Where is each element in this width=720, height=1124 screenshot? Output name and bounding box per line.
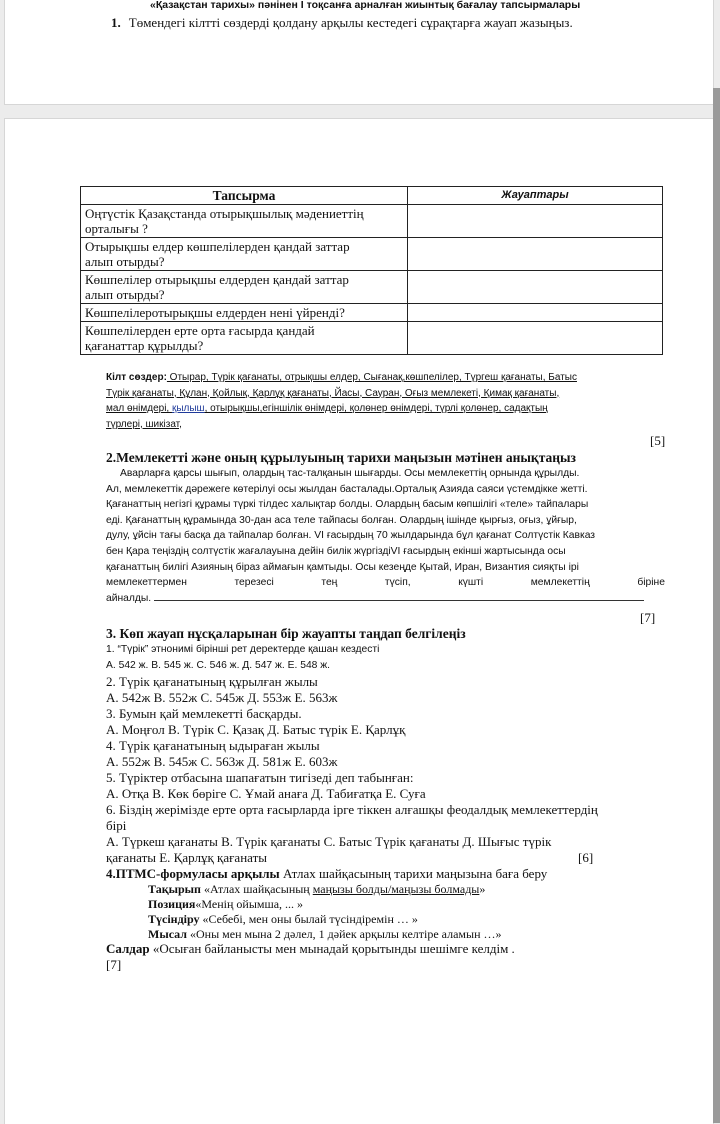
question-line: 4. Түрік қағанатының ыдыраған жылы (106, 738, 320, 753)
ptms-label: Тақырып (148, 882, 201, 896)
answer-options: А. Моңғол В. Түрік С. Қазақ Д. Батыс түрік Е. Қарлұқ (106, 722, 406, 737)
ptms-text: «Атлах шайқасының (200, 882, 313, 896)
ptms-label: Салдар (106, 941, 150, 956)
key-words-line: Отырар, Түрік қағанаты, отрықшы елдер, Сығанақ,көшпелілер, Түргеш қағанаты, Батыс (166, 372, 577, 383)
document-header: «Қазақстан тарихы» пәнінен I тоқсанға арналған жиынтық бағалау тапсырмалары (150, 0, 581, 11)
scrollbar[interactable] (713, 88, 720, 1123)
ptms-text: маңызы болды/маңызы болмады (312, 882, 480, 896)
answer-options: қағанаты Е. Қарлұқ қағанаты (106, 850, 268, 865)
ptms-consequence (106, 941, 515, 956)
passage-word: терезесі (234, 577, 274, 589)
ptms-text: «Себебі, мен оны былай түсіндіремін … » (199, 912, 418, 926)
task-line: Көшпелілерден ерте орта ғасырда қандай (85, 323, 315, 338)
table-header-row (81, 187, 663, 205)
ptms-text: » (479, 882, 486, 896)
question-1-number: 1. (111, 15, 121, 30)
table-row (81, 322, 663, 355)
answer-cell[interactable] (408, 271, 663, 304)
answer-options: А. 542ж В. 552ж С. 545ж Д. 553ж Е. 563ж (106, 690, 338, 705)
task-line: алып отырды? (85, 287, 165, 302)
task-line: орталығы ? (85, 221, 148, 236)
passage-text (106, 466, 665, 606)
passage-word: түсіп, (384, 577, 411, 589)
table-row (81, 238, 663, 271)
key-words (106, 370, 666, 432)
task-line: Көшпелілеротырықшы елдерден нені үйренді? (85, 305, 345, 320)
ptms-text: «Менің ойымша, ... » (195, 897, 304, 911)
question-line: 6. Біздің жерімізде ерте орта ғасырларда ірге тіккен алғашқы феодалдық мемлекеттердің (106, 802, 598, 817)
answer-cell[interactable] (408, 322, 663, 355)
question-1-text: Төмендегі кілтті сөздерді қолдану арқылы кестедегі сұрақтарға жауап жазыңыз. (128, 15, 573, 30)
key-words-line: мал өнімдері, (106, 403, 172, 414)
answer-options: А. 552ж В. 545ж С. 563ж Д. 581ж Е. 603ж (106, 754, 338, 769)
passage-line: Қағанаттың негізгі құрамы түркі тілдес халықтар болды. Олардың басым көпшілігі «теле» тайпалары (106, 499, 589, 511)
ptms-topic (148, 882, 485, 897)
answer-options: А. Түркеш қағанаты В. Түрік қағанаты С. Батыс Түрік қағанаты Д. Шығыс түрік (106, 834, 552, 849)
question-line: 1. “Түрік” этнонимі бірінші рет деректерде қашан кездесті (106, 644, 380, 655)
task-cell (81, 322, 408, 355)
key-words-line: түрлері, шикізат, (106, 418, 182, 430)
passage-line: еді. Қағанаттың құрамында 30-дан аса теле тайпасы болған. Олардың ішінде қырғыз, оғыз, ұйғыр, (106, 514, 577, 526)
task-cell (81, 205, 408, 238)
task-line: қағанаттар құрылды? (85, 338, 204, 353)
passage-word: мемлекеттің (530, 577, 590, 589)
answer-cell[interactable] (408, 205, 663, 238)
section-4-title-rest: Атлах шайқасының тарихи маңызына баға беру (279, 866, 548, 881)
question-line: 2. Түрік қағанатының құрылған жылы (106, 674, 318, 689)
question-line: 3. Бумын қай мемлекетті басқарды. (106, 706, 302, 721)
answer-cell[interactable] (408, 238, 663, 271)
key-words-label: Кілт сөздер: (106, 372, 167, 383)
question-line: бірі (106, 818, 127, 833)
header-answers: Жауаптары (408, 187, 663, 205)
ptms-text: «Оны мен мына 2 дәлел, 1 дәйек арқылы келтіре аламын …» (187, 927, 502, 941)
task-cell (81, 238, 408, 271)
passage-line: Аварларға қарсы шығып, олардың тас-талқанын шығарды. Осы мемлекеттің орнында құрылды. (120, 468, 580, 479)
passage-line (106, 591, 665, 607)
ptms-label: Түсіндіру (148, 912, 200, 926)
passage-line: дулу, ұйсін тағы басқа да тайпалар болған. VI ғасырдың 70 жылдарында бұл қағанат Солтүстік Кавказ (106, 530, 596, 542)
passage-last-word: айналды. (106, 592, 152, 604)
passage-word: біріне (637, 577, 665, 589)
score-mark: [5] (650, 433, 666, 448)
section-2-title: 2.Мемлекетті және оның құрылуының тарихи маңызын мәтінен анықтаңыз (106, 450, 576, 465)
passage-line: бен Қара теңіздің солтүстік жағалауына дейін билік жүргіздіVI ғасырдың екінші жартысында осы (106, 545, 566, 557)
passage-word: күшті (458, 577, 484, 589)
ptms-label: Позиция (148, 897, 196, 911)
key-words-line: , отырықшы,егіншілік өнімдері, қолөнер өнімдері, түрлі қолөнер, садақтың (204, 403, 548, 414)
task-cell (81, 271, 408, 304)
table-row (81, 271, 663, 304)
task-line: Отырықшы елдер көшпелілерден қандай заттар (85, 239, 350, 254)
key-words-line: Түрік қағанаты, Құлан, Қойлық, Қарлұқ қағанаты, Йасы, Сауран, Оғыз мемлекеті, Қимақ қағанаты, (106, 387, 560, 399)
task-line: Оңтүстік Қазақстанда отырықшылық мәдениеттің (85, 206, 364, 221)
header-task: Тапсырма (81, 187, 408, 205)
section-3-title: 3. Көп жауап нұсқаларынан бір жауапты таңдап белгілеңіз (106, 626, 466, 641)
ptms-example (148, 927, 502, 942)
page-top (4, 0, 714, 105)
passage-word: мемлекеттермен (106, 577, 187, 589)
ptms-label: Мысал (148, 927, 188, 941)
key-word-highlight: қылыш (171, 403, 205, 414)
answer-options: А. Отқа В. Көк бөріге С. Ұмай анаға Д. Табиғатқа Е. Суға (106, 786, 426, 801)
task-table (80, 186, 663, 355)
section-4-title (106, 866, 547, 881)
ptms-explanation (148, 912, 418, 927)
passage-line: Ал, мемлекеттік дәрежеге көтерілуі осы жылдан басталады.Орталық Азияда саяси үстемдікке жетті. (106, 483, 588, 495)
task-cell (81, 304, 408, 322)
score-mark: [6] (578, 850, 594, 865)
table-row (81, 304, 663, 322)
answer-options: А. 542 ж. В. 545 ж. С. 546 ж. Д. 547 ж. Е. 548 ж. (106, 660, 331, 671)
question-1 (111, 15, 573, 31)
task-line: алып отырды? (85, 254, 165, 269)
ptms-text: «Осыған байланысты мен мынадай қорытынды шешімге келдім . (149, 941, 515, 956)
passage-word: тең (321, 577, 338, 589)
answer-blank-line[interactable] (154, 600, 644, 601)
score-mark: [7] (640, 610, 656, 625)
table-row (81, 205, 663, 238)
score-mark: [7] (106, 957, 122, 972)
ptms-position (148, 897, 303, 912)
answer-cell[interactable] (408, 304, 663, 322)
question-line: 5. Түріктер отбасына шапағатын тигізеді деп табынған: (106, 770, 414, 785)
section-4-title-bold: 4.ПТМС-формуласы арқылы (106, 866, 280, 881)
task-line: Көшпелілер отырықшы елдерден қандай заттар (85, 272, 349, 287)
passage-line: қағанаттың билігі Азияның біраз аймағын қамтыды. Осы кезеңде Қытай, Иран, Византия сияқты ірі (106, 561, 579, 573)
passage-line (106, 575, 665, 591)
